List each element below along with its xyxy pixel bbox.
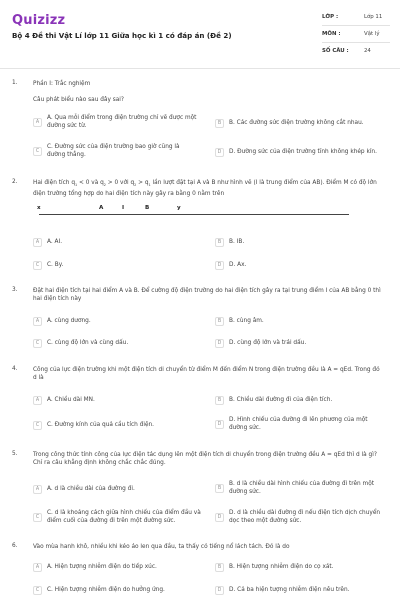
option-text: B. Chiều dài đường đi của điện tích.: [229, 396, 333, 403]
option-d[interactable]: [215, 586, 385, 595]
option-text: D. Cả ba hiện tượng nhiễm điện nêu trên.: [229, 586, 350, 593]
question-number: 4.: [12, 366, 18, 372]
question-text: Câu phát biểu nào sau đây sai?: [33, 97, 124, 103]
meta-value: Vật lý: [364, 31, 380, 37]
option-letter: B: [215, 563, 224, 572]
charge-axis-figure: [33, 205, 363, 223]
option-letter: B: [215, 396, 224, 405]
meta-label: LỚP :: [322, 14, 339, 20]
question-text: Vào mùa hanh khô, nhiều khi kéo áo len qua đầu, ta thấy có tiếng nổ lách tách. Đó là do: [33, 544, 290, 550]
option-text: C. Đường kính của quả cầu tích điện.: [47, 421, 155, 428]
option-text: D. Hình chiếu của đường đi lên phương của một đường sức.: [229, 417, 368, 431]
option-letter: B: [215, 238, 224, 247]
option-letter: B: [215, 484, 224, 493]
option-b[interactable]: [215, 563, 385, 572]
question-text-part: Hai điện tích q: [33, 180, 76, 186]
axis-label-i: I: [122, 205, 125, 211]
question-number: 1.: [12, 80, 18, 86]
question-text-part: lần lượt đặt tại A và B như hình vẽ (I là trung điểm của AB). Điểm M có độ lớn điện trường tổng hợp do hai điện tích này gây ra bằng 0 nằm trên: [33, 180, 377, 197]
option-letter: C: [33, 513, 42, 522]
option-c[interactable]: [33, 261, 203, 270]
option-letter: D: [215, 586, 224, 595]
option-letter: B: [215, 119, 224, 128]
option-b[interactable]: [215, 396, 385, 405]
option-b[interactable]: [215, 317, 385, 326]
option-text: D. d là chiều dài đường đi nếu điện tích dịch chuyển dọc theo một đường sức.: [229, 510, 381, 524]
subscript: 2: [103, 183, 106, 188]
option-text: B. Các đường sức điện trường không cắt nhau.: [229, 119, 364, 126]
option-text: B. IB.: [229, 238, 245, 245]
option-letter: D: [215, 339, 224, 348]
meta-label: MÔN :: [322, 31, 341, 37]
question-text-part: > 0 với q: [105, 180, 135, 186]
quizizz-logo: Quizizz: [12, 13, 66, 28]
axis-label-x: x: [37, 205, 41, 211]
axis-line: [39, 214, 349, 215]
option-text: B. d là chiều dài hình chiếu của đường đi trên một đường sức.: [229, 481, 375, 495]
option-d[interactable]: [215, 261, 385, 270]
meta-box: [322, 9, 390, 59]
option-text: D. cùng độ lớn và trái dấu.: [229, 339, 307, 346]
option-a[interactable]: [33, 485, 203, 494]
option-text: D. Ax.: [229, 261, 247, 268]
question-text-part: < 0 và q: [77, 180, 104, 186]
option-letter: C: [33, 586, 42, 595]
question-number: 3.: [12, 287, 18, 293]
option-text: B. Hiện tượng nhiễm điện do cọ xát.: [229, 563, 334, 570]
option-c[interactable]: [33, 510, 203, 525]
option-d[interactable]: [215, 417, 385, 432]
option-d[interactable]: [215, 510, 385, 525]
question-text-part: > q: [136, 180, 149, 186]
option-text: C. d là khoảng cách giữa hình chiếu của điểm đầu và điểm cuối của đường đi trên một đường sức.: [47, 510, 201, 524]
option-letter: B: [215, 317, 224, 326]
option-text: C. Hiện tượng nhiễm điện do hưởng ứng.: [47, 586, 165, 593]
subscript: 1: [148, 183, 151, 188]
option-letter: C: [33, 261, 42, 270]
question-number: 2.: [12, 179, 18, 185]
axis-label-b: B: [145, 205, 150, 211]
option-letter: C: [33, 421, 42, 430]
option-text: C. By.: [47, 261, 64, 268]
option-letter: A: [33, 317, 42, 326]
option-a[interactable]: [33, 396, 203, 405]
question-text: Công của lực điện trường khi một điện tích di chuyển từ điểm M đến điểm N trong điện trường đều là A = qEd. Trong đó d là: [33, 367, 380, 382]
option-text: A. d là chiều dài của đường đi.: [47, 485, 135, 492]
option-text: A. Qua mỗi điểm trong điện trường chỉ vẽ được một đường sức từ.: [47, 115, 197, 129]
axis-label-a: A: [99, 205, 104, 211]
option-text: C. Đường sức của điện trường bao giờ cũng là đường thẳng.: [47, 144, 180, 158]
meta-label: SỐ CÂU :: [322, 48, 349, 54]
meta-row-class: [322, 9, 390, 26]
document-title: Bộ 4 Đề thi Vật Lí lớp 11 Giữa học kì 1 có đáp án (Đề 2): [12, 31, 232, 40]
option-a[interactable]: [33, 563, 203, 572]
option-letter: A: [33, 118, 42, 127]
option-letter: D: [215, 261, 224, 270]
question-number: 6.: [12, 543, 18, 549]
option-text: A. Hiện tượng nhiễm điện do tiếp xúc.: [47, 563, 157, 570]
option-text: C. cùng độ lớn và cùng dấu.: [47, 339, 129, 346]
option-d[interactable]: [215, 339, 385, 348]
question-text: [33, 179, 383, 198]
option-text: B. cùng âm.: [229, 317, 264, 324]
option-c[interactable]: [33, 586, 203, 595]
option-a[interactable]: [33, 238, 203, 247]
option-letter: C: [33, 339, 42, 348]
subscript: 1: [75, 183, 78, 188]
worksheet-header: [0, 0, 400, 69]
axis-label-y: y: [177, 205, 181, 211]
option-b[interactable]: [215, 481, 385, 496]
meta-value: 24: [364, 48, 371, 54]
option-letter: D: [215, 420, 224, 429]
option-text: D. Đường sức của điện trường tĩnh không khép kín.: [229, 148, 377, 155]
subscript: 2: [134, 183, 137, 188]
option-d[interactable]: [215, 148, 385, 157]
question-number: 5.: [12, 451, 18, 457]
option-a[interactable]: [33, 115, 203, 130]
option-c[interactable]: [33, 421, 203, 430]
option-b[interactable]: [215, 119, 385, 128]
option-text: A. cùng dương.: [47, 317, 91, 324]
option-letter: A: [33, 485, 42, 494]
meta-row-count: [322, 43, 390, 59]
option-letter: D: [215, 148, 224, 157]
question-text: Đặt hai điện tích tại hai điểm A và B. Để cường độ điện trường do hai điện tích gây ra tại trung điểm I của AB bằng 0 thì hai điện tích này: [33, 288, 381, 303]
meta-value: Lớp 11: [364, 14, 383, 20]
section-title: Phần I: Trắc nghiệm: [33, 81, 91, 87]
option-letter: D: [215, 513, 224, 522]
question-text: Trong công thức tính công của lực điện tác dụng lên một điện tích di chuyển trong điện trường đều A = qEd thì d là gì? Chỉ ra câu khẳng định không chắc chắc đúng.: [33, 452, 377, 467]
option-letter: A: [33, 396, 42, 405]
option-letter: A: [33, 238, 42, 247]
option-b[interactable]: [215, 238, 385, 247]
option-c[interactable]: [33, 144, 203, 159]
option-a[interactable]: [33, 317, 203, 326]
option-letter: A: [33, 563, 42, 572]
option-text: A. AI.: [47, 238, 63, 245]
option-c[interactable]: [33, 339, 203, 348]
option-letter: C: [33, 147, 42, 156]
meta-row-subject: [322, 26, 390, 43]
option-text: A. Chiều dài MN.: [47, 396, 95, 403]
